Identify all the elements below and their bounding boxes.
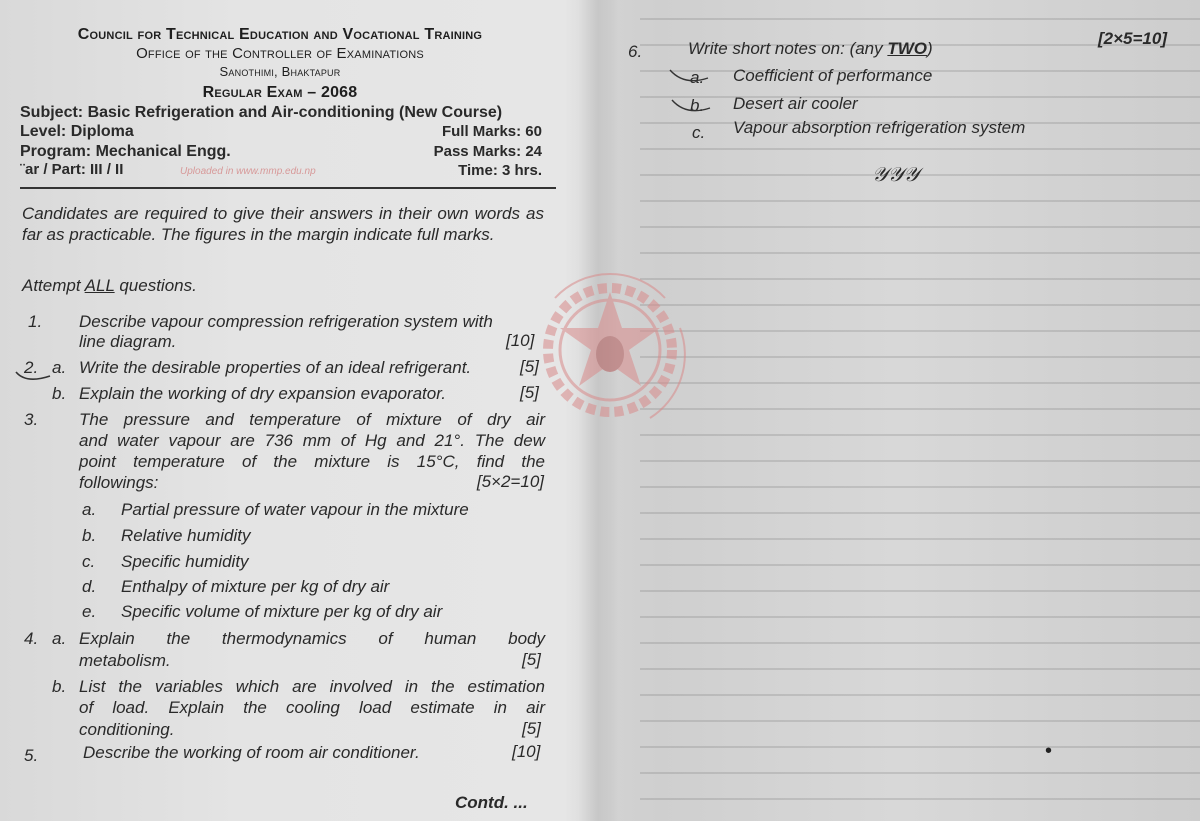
ink-speck: • [1045,740,1053,762]
q3-item-text: Partial pressure of water vapour in the mixture [121,500,469,519]
year-part-line: ¨ar / Part: III / II [20,161,124,178]
q5-text: Describe the working of room air conditioner. [83,743,420,762]
q3-item-label: b. [82,526,97,545]
q4b-line3: conditioning. [79,720,175,739]
subject-line: Subject: Basic Refrigeration and Air-conditioning (New Course) [20,104,503,121]
q6-item-text: Desert air cooler [733,94,858,113]
q2b-text: Explain the working of dry expansion evaporator. [79,384,446,403]
q3-line4: followings: [79,473,159,492]
q2b-label: b. [52,384,67,403]
q3-item-label: c. [82,552,96,571]
program-line: Program: Mechanical Engg. [20,143,231,160]
attempt-suffix: questions. [114,276,197,295]
q2b-marks: [5] [520,383,539,402]
q5-number: 5. [24,746,39,765]
q3-item-label: d. [82,577,97,596]
q1-number: 1. [28,312,43,331]
q5-marks: [10] [512,742,541,761]
exam-title: Regular Exam – 2068 [202,84,358,101]
continued-note: Contd. ... [455,793,528,812]
q6-two: TWO [887,39,928,58]
q2-number: 2. [24,358,39,377]
q3-line1: The pressure and temperature of mixture of dry air [79,410,545,429]
q4a-line2: metabolism. [79,651,171,670]
q2a-marks: [5] [520,357,539,376]
level-line: Level: Diploma [20,123,134,140]
q3-item-text: Enthalpy of mixture per kg of dry air [121,577,390,596]
q6-suffix: ) [927,39,933,58]
q3-item-text: Specific humidity [121,552,249,571]
q1-marks: [10] [506,331,535,350]
q4b-line2: of load. Explain the cooling load estimate in air [79,698,545,717]
q4b-marks: [5] [522,719,541,738]
office-name: Office of the Controller of Examinations [136,45,424,62]
end-of-paper-mark: 𝒴𝒴𝒴 [872,162,920,186]
exam-time: Time: 3 hrs. [458,162,542,179]
exam-location: Sanothimi, Bhaktapur [219,64,341,79]
full-marks: Full Marks: 60 [441,123,542,140]
pass-marks: Pass Marks: 24 [433,143,542,160]
q3-line3: point temperature of the mixture is 15°C, find the [79,452,545,471]
q6-item-label: c. [692,123,706,142]
q3-item-text: Relative humidity [121,526,251,545]
q3-item-label: e. [82,602,97,621]
q2a-label: a. [52,358,67,377]
q6-item-label: a. [690,68,705,87]
q1-line1: Describe vapour compression refrigeration system with [79,312,493,331]
q6-text [688,38,933,60]
q4b-label: b. [52,677,67,696]
q6-marks: [2×5=10] [1098,29,1167,48]
council-name: Council for Technical Education and Vocational Training [77,26,483,43]
q3-item-label: a. [82,500,97,519]
q6-prefix: Write short notes on: (any [688,39,888,58]
q6-item-text: Vapour absorption refrigeration system [733,118,1026,137]
instructions: Candidates are required to give their answers in their own words as far as practicable. The figures in the margin indicate full marks. [22,204,544,244]
q6-item-text: Coefficient of performance [733,66,933,85]
q3-item-text: Specific volume of mixture per kg of dry air [121,602,443,621]
attempt-prefix: Attempt [22,276,85,295]
q1-line2: line diagram. [79,332,177,351]
header-divider [20,187,556,189]
q4a-marks: [5] [522,650,541,669]
institution-logo-watermark [520,258,700,438]
q3-marks: [5×2=10] [476,472,544,491]
q4a-line1: Explain the thermodynamics of human body [79,629,545,648]
q6-number: 6. [628,42,643,61]
q4a-label: a. [52,629,67,648]
q3-number: 3. [24,410,39,429]
upload-watermark-text: Uploaded in www.mmp.edu.np [180,166,316,177]
q4-number: 4. [24,629,39,648]
q3-line2: and water vapour are 736 mm of Hg and 21°. The dew [79,431,545,450]
attempt-all: ALL [84,276,115,295]
handwritten-pen-marks [664,62,714,122]
handwritten-tick-mark [14,362,54,386]
q4b-line1: List the variables which are involved in the estimation [79,677,545,696]
q6-item-label: b. [690,96,705,115]
attempt-line [22,275,197,297]
q2a-text: Write the desirable properties of an ideal refrigerant. [79,358,472,377]
